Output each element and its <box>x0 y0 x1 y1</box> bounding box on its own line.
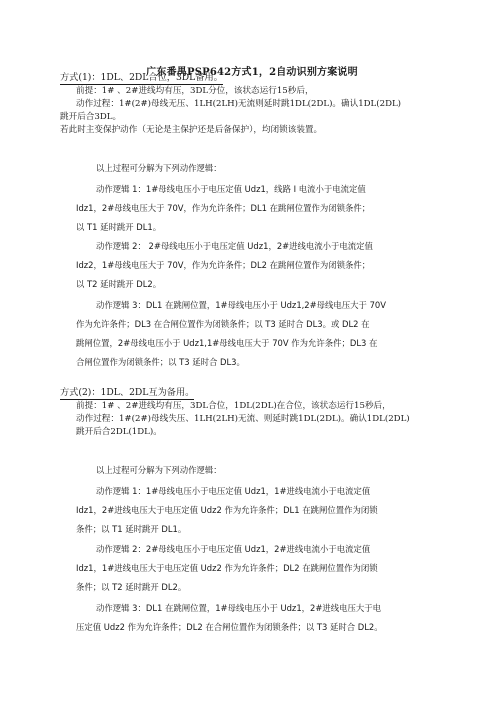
mode1-logic-line: 动作逻辑 2： 2#母线电压小于电压定值 Udz1，2#进线电流小于电流定值 <box>96 241 373 251</box>
mode1-logic-line: Idz2，1#母线电压大于 70V，作为允许条件；DL2 在跳闸位置作为闭锁条件； <box>76 260 371 270</box>
mode1-action: 动作过程：1#(2#)母线无压、1LH(2LH)无流则延时跳1DL(2DL)。确认1DL(2DL) <box>76 99 402 109</box>
mode2-logic-line: Idz1，2#进线电压大于电压定值 Udz2 作为允许条件；DL1 在跳闸位置作为闭锁 <box>76 505 378 515</box>
mode1-logic-line: 动作逻辑 1：1#母线电压小于电压定值 Udz1，线路 I 电流小于电流定值 <box>96 184 366 194</box>
mode1-logic-line: Idz1，2#母线电压大于 70V，作为允许条件；DL1 在跳闸位置作为闭锁条件； <box>76 203 371 213</box>
mode2-logic-line: 压定值 Udz2 作为允许条件；DL2 在合闸位置作为闭锁条件；以 T3 延时合 DL2。 <box>76 622 383 632</box>
mode2-logic-line: 条件；以 T2 延时跳开 DL2。 <box>76 582 187 592</box>
mode1-logic-line: 动作逻辑 3：DL1 在跳闸位置，1#母线电压小于 Udz1,2#母线电压大于 70V <box>96 300 386 310</box>
mode2-heading: 方式(2)：1DL、2DL互为备用。 <box>60 387 195 398</box>
mode1-action-cont: 跳开后合3DL。 <box>60 112 122 122</box>
mode2-intro: 以上过程可分解为下列动作逻辑： <box>96 465 222 475</box>
mode1-logic-line: 以 T2 延时跳开 DL2。 <box>76 279 162 289</box>
mode1-logic-line: 作为允许条件；DL3 在合闸位置作为闭锁条件；以 T3 延时合 DL3。或 DL2 在 <box>76 319 370 329</box>
mode2-premise: 前提：1# 、2#进线均有压，3DL合位，1DL(2DL)在合位，该状态运行15秒后， <box>76 401 391 411</box>
mode2-logic-line: 动作逻辑 3：DL1 在跳闸位置，1#母线电压小于 Udz1，2#进线电压大于电 <box>96 603 381 613</box>
mode2-logic-line: Idz1，1#进线电压大于电压定值 Udz2 作为允许条件；DL2 在跳闸位置作为闭锁 <box>76 563 378 573</box>
document-title: 广东番禺PSP642方式1，2自动识别方案说明 <box>146 67 358 78</box>
mode1-logic-line: 跳闸位置，2#母线电压小于 Udz1,1#母线电压大于 70V 作为允许条件；DL3 在 <box>76 338 378 348</box>
mode2-logic-line: 条件；以 T1 延时跳开 DL1。 <box>76 524 187 534</box>
mode1-logic-line: 以 T1 延时跳开 DL1。 <box>76 222 162 232</box>
mode1-intro: 以上过程可分解为下列动作逻辑： <box>96 163 222 173</box>
mode2-logic-line: 动作逻辑 1：1#母线电压小于电压定值 Udz1，1#进线电流小于电流定值 <box>96 486 371 496</box>
mode1-heading: 方式(1)：1DL、2DL合位，3DL备用。 <box>60 72 223 83</box>
mode1-premise: 前提：1# 、2#进线均有压，3DL分位，该状态运行15秒后， <box>76 86 314 96</box>
mode2-action-cont: 跳开后合2DL(1DL)。 <box>76 427 162 437</box>
mode2-logic-line: 动作逻辑 2：2#母线电压小于电压定值 Udz1，2#进线电流小于电流定值 <box>96 544 371 554</box>
mode2-action: 动作过程：1#(2#)母线失压、1LH(2LH)无流、则延时跳1DL(2DL)。确认1DL(2DL) <box>76 414 410 424</box>
mode1-logic-line: 合闸位置作为闭锁条件；以 T3 延时合 DL3。 <box>76 357 245 367</box>
mode1-note: 若此时主变保护动作（无论是主保护还是后备保护），均闭锁该装置。 <box>60 125 323 135</box>
